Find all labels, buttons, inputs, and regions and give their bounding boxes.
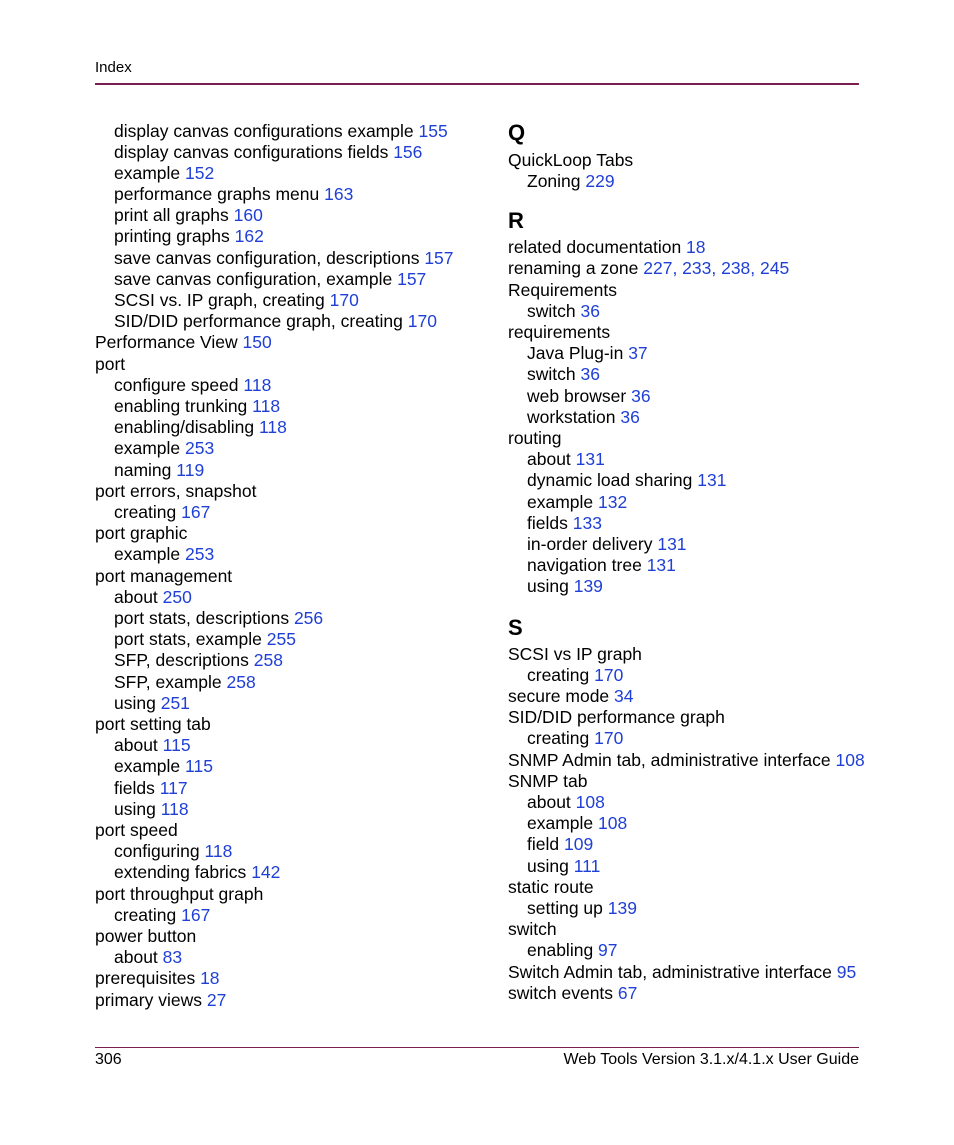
index-subentry [527, 492, 627, 513]
index-subentry [114, 375, 271, 396]
index-term: SCSI vs. IP graph, creating [114, 290, 325, 310]
index-term: port graphic [95, 523, 188, 543]
index-entry [508, 877, 594, 898]
page-reference-link[interactable]: 36 [580, 301, 600, 321]
index-entry [508, 707, 725, 728]
index-subentry [114, 650, 283, 671]
index-term: fields [527, 513, 568, 533]
page-reference-link[interactable]: 18 [686, 237, 706, 257]
index-term: Switch Admin tab, administrative interface [508, 962, 832, 982]
index-subentry [527, 449, 605, 470]
page-reference-link[interactable]: 167 [181, 905, 211, 925]
index-term: creating [527, 728, 590, 748]
index-term: enabling trunking [114, 396, 248, 416]
index-entry [508, 962, 856, 983]
index-term: example [527, 813, 594, 833]
index-subentry [114, 629, 296, 650]
index-term: extending fabrics [114, 862, 247, 882]
index-term: example [114, 544, 181, 564]
index-term: workstation [527, 407, 616, 427]
index-term: print all graphs [114, 205, 229, 225]
index-entry [508, 237, 706, 258]
index-subentry [114, 121, 448, 142]
index-term: switch [527, 301, 576, 321]
index-term: routing [508, 428, 562, 448]
index-subentry [114, 587, 192, 608]
index-subentry [527, 343, 648, 364]
index-entry [508, 322, 610, 343]
page-reference-link[interactable]: 118 [259, 417, 287, 437]
page-reference-link[interactable]: 27 [206, 990, 227, 1010]
index-term: using [114, 693, 156, 713]
index-subentry [527, 576, 603, 597]
index-term: example [114, 756, 181, 776]
index-subentry [114, 735, 191, 756]
index-entry [95, 354, 125, 375]
index-term: switch [508, 919, 557, 939]
index-subentry [114, 862, 280, 883]
index-term: example [527, 492, 594, 512]
index-term: about [114, 587, 158, 607]
page-reference-link[interactable]: 37 [628, 343, 648, 363]
page-reference-link[interactable]: 170 [594, 665, 624, 685]
page-reference-link[interactable]: 83 [162, 947, 183, 967]
index-subentry [114, 142, 422, 163]
index-subentry [527, 513, 602, 534]
index-term: about [527, 449, 571, 469]
index-term: enabling/disabling [114, 417, 255, 437]
page-reference-link[interactable]: 131 [575, 449, 605, 469]
index-subentry [527, 407, 640, 428]
page-reference-link[interactable]: 119 [176, 460, 205, 480]
index-entry [508, 983, 637, 1004]
index-term: Java Plug-in [527, 343, 624, 363]
page-reference-link[interactable]: 170 [594, 728, 624, 748]
index-entry [95, 926, 196, 947]
index-term: primary views [95, 990, 202, 1010]
index-term: requirements [508, 322, 611, 342]
index-entry [508, 771, 587, 792]
index-subentry [527, 301, 600, 322]
index-subentry [114, 460, 204, 481]
index-term: display canvas configurations fields [114, 142, 389, 162]
index-term: web browser [527, 386, 627, 406]
index-letter-heading: Q [508, 120, 526, 145]
index-term: static route [508, 877, 594, 897]
index-term: about [114, 947, 158, 967]
index-subentry [114, 311, 437, 332]
page-reference-link[interactable]: 131 [697, 470, 727, 490]
index-term: SNMP tab [508, 771, 588, 791]
index-entry [508, 644, 642, 665]
index-subentry [114, 693, 190, 714]
page-reference-link[interactable]: 118 [252, 396, 281, 416]
index-subentry [527, 940, 618, 961]
index-entry [508, 280, 617, 301]
page-reference-link[interactable]: 36 [631, 386, 651, 406]
page-reference-link[interactable]: 36 [580, 364, 600, 384]
index-subentry [527, 364, 600, 385]
index-subentry [527, 813, 627, 834]
index-subentry [114, 184, 353, 205]
index-entry [508, 150, 633, 171]
index-subentry [527, 856, 600, 877]
index-entry [95, 523, 187, 544]
footer-rule [95, 1047, 859, 1048]
index-term: port speed [95, 820, 178, 840]
index-term: SID/DID performance graph [508, 707, 725, 727]
page-reference-link[interactable]: 115 [185, 756, 213, 776]
page-reference-link[interactable]: 253 [185, 438, 215, 458]
page-reference-link[interactable]: 255 [266, 629, 296, 649]
index-term: about [527, 792, 571, 812]
page-reference-link[interactable]: 67 [617, 983, 638, 1003]
index-term: Zoning [527, 171, 581, 191]
index-subentry [114, 544, 214, 565]
index-term: SID/DID performance graph, creating [114, 311, 403, 331]
page-reference-link[interactable]: 131 [646, 555, 676, 575]
page-number: 306 [95, 1051, 122, 1068]
page-reference-link[interactable]: 108 [835, 750, 865, 770]
index-subentry [527, 898, 637, 919]
index-letter-heading: S [508, 615, 523, 640]
page-reference-link[interactable]: 117 [159, 778, 188, 798]
index-subentry [114, 905, 210, 926]
page-reference-link[interactable]: 139 [607, 898, 637, 918]
page-reference-link[interactable]: 170 [329, 290, 359, 310]
index-term: fields [114, 778, 155, 798]
page-reference-link[interactable]: 256 [293, 608, 324, 628]
index-term: using [114, 799, 156, 819]
index-subentry [114, 226, 264, 247]
index-subentry [527, 386, 651, 407]
index-term: port setting tab [95, 714, 211, 734]
index-term: configure speed [114, 375, 239, 395]
index-term: in-order delivery [527, 534, 653, 554]
index-entry [95, 820, 178, 841]
index-subentry [114, 756, 213, 777]
index-term: about [114, 735, 158, 755]
index-subentry [114, 248, 454, 269]
page-reference-link[interactable]: 97 [598, 940, 618, 960]
index-term: creating [114, 502, 177, 522]
index-subentry [527, 171, 615, 192]
index-term: port [95, 354, 126, 374]
index-subentry [527, 555, 676, 576]
index-term: SFP, descriptions [114, 650, 249, 670]
index-entry [508, 428, 562, 449]
index-term: creating [114, 905, 177, 925]
index-subentry [114, 778, 188, 799]
index-term: example [114, 438, 181, 458]
index-term: using [527, 576, 569, 596]
page-reference-link[interactable]: 163 [324, 184, 354, 204]
page-reference-link[interactable]: 152 [185, 163, 215, 183]
header-rule [95, 83, 859, 85]
index-term: performance graphs menu [114, 184, 320, 204]
page-reference-link[interactable]: 34 [614, 686, 634, 706]
index-term: port stats, example [114, 629, 262, 649]
index-subentry [527, 834, 593, 855]
index-subentry [527, 470, 726, 491]
index-subentry [114, 163, 214, 184]
index-entry [95, 566, 232, 587]
index-term: dynamic load sharing [527, 470, 693, 490]
index-subentry [114, 290, 359, 311]
index-subentry [114, 438, 214, 459]
page-reference-link[interactable]: 108 [598, 813, 628, 833]
page-reference-link[interactable]: 167 [181, 502, 211, 522]
index-term: using [527, 856, 569, 876]
index-term: navigation tree [527, 555, 642, 575]
index-term: port errors, snapshot [95, 481, 257, 501]
page-reference-link[interactable]: 229 [585, 171, 615, 191]
index-subentry [114, 205, 263, 226]
page-reference-link[interactable]: 36 [620, 407, 640, 427]
index-term: port management [95, 566, 233, 586]
index-term: configuring [114, 841, 200, 861]
index-subentry [114, 672, 256, 693]
index-term: field [527, 834, 560, 854]
page-reference-link[interactable]: 133 [572, 513, 602, 533]
page-reference-link[interactable]: 115 [162, 735, 191, 755]
index-letter-heading: R [508, 208, 524, 233]
page-reference-link[interactable]: 160 [233, 205, 263, 225]
page-reference-link[interactable]: 251 [160, 693, 190, 713]
index-term: Performance View [95, 332, 238, 352]
index-entry [508, 686, 634, 707]
index-term: printing graphs [114, 226, 230, 246]
page-reference-link[interactable]: 157 [424, 248, 454, 268]
page-reference-link[interactable]: 109 [563, 834, 594, 854]
page-reference-link[interactable]: 95 [836, 962, 857, 982]
page-reference-link[interactable]: 118 [204, 841, 233, 861]
page-reference-link[interactable]: 131 [657, 534, 687, 554]
index-term: Requirements [508, 280, 617, 300]
guide-title: Web Tools Version 3.1.x/4.1.x User Guide [563, 1051, 859, 1068]
index-term: renaming a zone [508, 258, 639, 278]
index-subentry [527, 792, 605, 813]
page-reference-link[interactable]: 162 [234, 226, 264, 246]
index-term: example [114, 163, 181, 183]
page-reference-link[interactable]: 258 [253, 650, 283, 670]
index-subentry [114, 947, 182, 968]
index-entry [95, 714, 211, 735]
page-reference-link[interactable]: 253 [185, 544, 215, 564]
index-term: naming [114, 460, 172, 480]
page-reference-link[interactable]: 227, 233, 238, 245 [643, 258, 790, 278]
page-reference-link[interactable]: 250 [162, 587, 192, 607]
page-reference-link[interactable]: 132 [598, 492, 628, 512]
index-term: related documentation [508, 237, 682, 257]
index-subentry [114, 799, 189, 820]
page-reference-link[interactable]: 155 [418, 121, 448, 141]
index-term: switch events [508, 983, 614, 1003]
page-reference-link[interactable]: 142 [251, 862, 281, 882]
index-term: SNMP Admin tab, administrative interface [508, 750, 831, 770]
index-entry [508, 258, 789, 279]
index-term: display canvas configurations example [114, 121, 414, 141]
index-entry [95, 481, 256, 502]
index-term: save canvas configuration, example [114, 269, 393, 289]
index-entry [95, 968, 220, 989]
index-subentry [114, 269, 426, 290]
index-term: SCSI vs IP graph [508, 644, 642, 664]
page-reference-link[interactable]: 139 [573, 576, 603, 596]
index-subentry [527, 728, 623, 749]
index-term: power button [95, 926, 197, 946]
index-entry [95, 990, 226, 1011]
running-header: Index [95, 59, 132, 76]
page-reference-link[interactable]: 157 [397, 269, 427, 289]
index-term: secure mode [508, 686, 610, 706]
index-term: QuickLoop Tabs [508, 150, 634, 170]
index-term: port throughput graph [95, 884, 264, 904]
index-term: setting up [527, 898, 603, 918]
page-reference-link[interactable]: 118 [160, 799, 189, 819]
index-entry [95, 884, 263, 905]
index-term: creating [527, 665, 590, 685]
index-term: switch [527, 364, 576, 384]
index-term: save canvas configuration, descriptions [114, 248, 420, 268]
page-reference-link[interactable]: 258 [226, 672, 256, 692]
page-reference-link[interactable]: 150 [242, 332, 272, 352]
index-subentry [114, 841, 232, 862]
index-term: enabling [527, 940, 594, 960]
page-reference-link[interactable]: 18 [200, 968, 220, 988]
page-reference-link[interactable]: 111 [573, 856, 601, 876]
index-subentry [114, 417, 287, 438]
index-subentry [114, 396, 280, 417]
index-entry [95, 332, 272, 353]
index-subentry [527, 665, 623, 686]
page-reference-link[interactable]: 118 [243, 375, 272, 395]
page-reference-link[interactable]: 108 [575, 792, 605, 812]
index-subentry [114, 608, 323, 629]
page-reference-link[interactable]: 170 [407, 311, 437, 331]
index-subentry [527, 534, 687, 555]
index-term: SFP, example [114, 672, 222, 692]
index-entry [508, 919, 557, 940]
index-term: port stats, descriptions [114, 608, 290, 628]
index-entry [508, 750, 865, 771]
index-term: prerequisites [95, 968, 196, 988]
index-subentry [114, 502, 210, 523]
page-reference-link[interactable]: 156 [393, 142, 423, 162]
